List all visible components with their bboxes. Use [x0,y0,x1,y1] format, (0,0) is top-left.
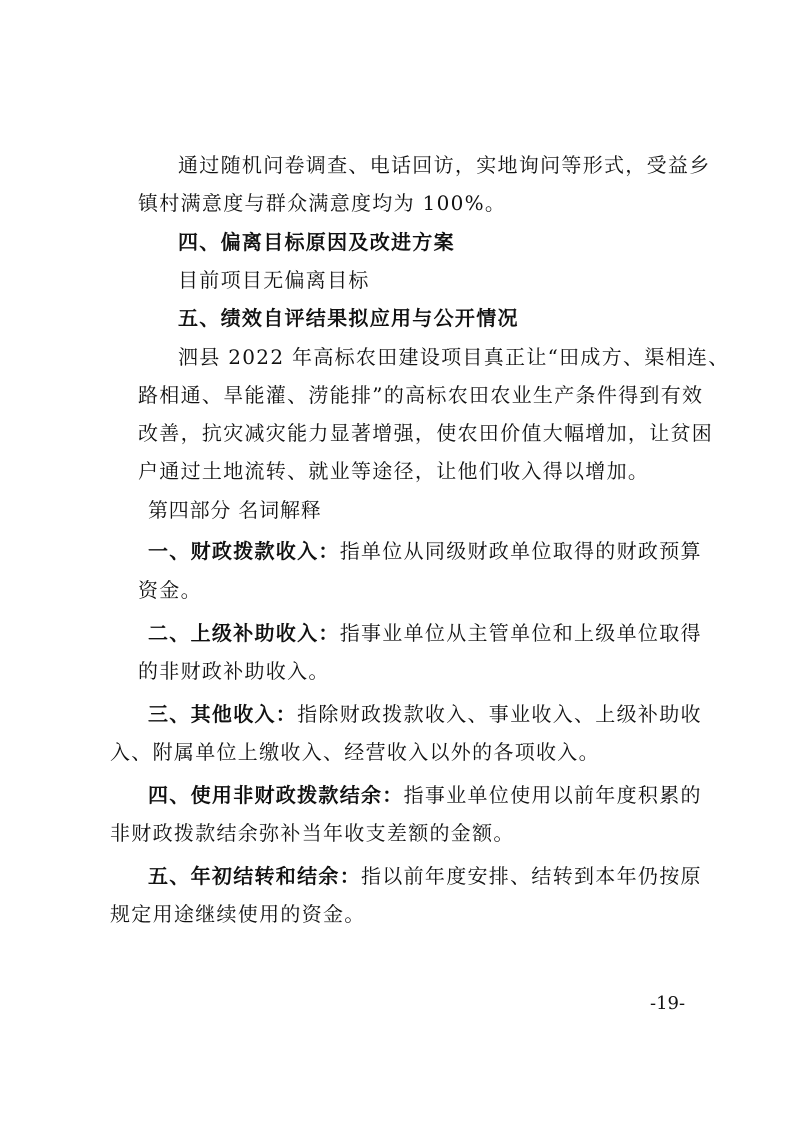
term-definition: 指事业单位从主管单位和上级单位取得 [339,621,702,645]
term-definition: 指以前年度安排、结转到本年仍按原 [361,864,702,888]
term-definition-continued: 入、附属单位上缴收入、经营收入以外的各项收入。 [110,740,600,764]
term-definition-continued: 的非财政补助收入。 [138,659,330,683]
results-paragraph-line-3: 改善，抗灾减灾能力显著增强，使农田价值大幅增加，让贫困 [138,421,714,445]
part-four-title: 第四部分 名词解释 [148,498,322,522]
results-paragraph-line-1: 泗县 2022 年高标农田建设项目真正让“田成方、渠相连、 [178,345,730,369]
term-definition: 指除财政拨款收入、事业收入、上级补助收 [297,702,702,726]
term-definition: 指单位从同级财政单位取得的财政预算 [339,539,702,563]
term-label: 二、上级补助收入： [148,621,340,645]
term-definition-continued: 规定用途继续使用的资金。 [110,902,366,926]
term-other-income [148,701,702,727]
term-label: 五、年初结转和结余： [148,864,361,888]
term-carryover-balance [148,863,702,889]
results-paragraph-line-4: 户通过土地流转、就业等途径，让他们收入得以增加。 [138,459,650,483]
term-label: 四、使用非财政拨款结余： [148,783,404,807]
heading-results: 五、绩效自评结果拟应用与公开情况 [178,306,519,330]
results-paragraph-line-2: 路相通、旱能灌、涝能排”的高标农田农业生产条件得到有效 [138,383,704,407]
term-non-financial-balance [148,782,702,808]
term-definition-continued: 非财政拨款结余弥补当年收支差额的金额。 [110,821,515,845]
page-number: -19- [650,993,686,1014]
heading-deviation: 四、偏离目标原因及改进方案 [178,230,455,254]
survey-paragraph-line-2: 镇村满意度与群众满意度均为 100%。 [138,191,507,215]
term-superior-subsidy [148,620,702,646]
term-label: 一、财政拨款收入： [148,539,340,563]
term-definition-continued: 资金。 [138,578,202,602]
term-definition: 指事业单位使用以前年度积累的 [403,783,702,807]
term-financial-appropriation [148,538,702,564]
deviation-text: 目前项目无偏离目标 [178,268,370,292]
survey-paragraph-line-1: 通过随机问卷调查、电话回访，实地询问等形式，受益乡 [178,153,711,177]
term-label: 三、其他收入： [148,702,298,726]
